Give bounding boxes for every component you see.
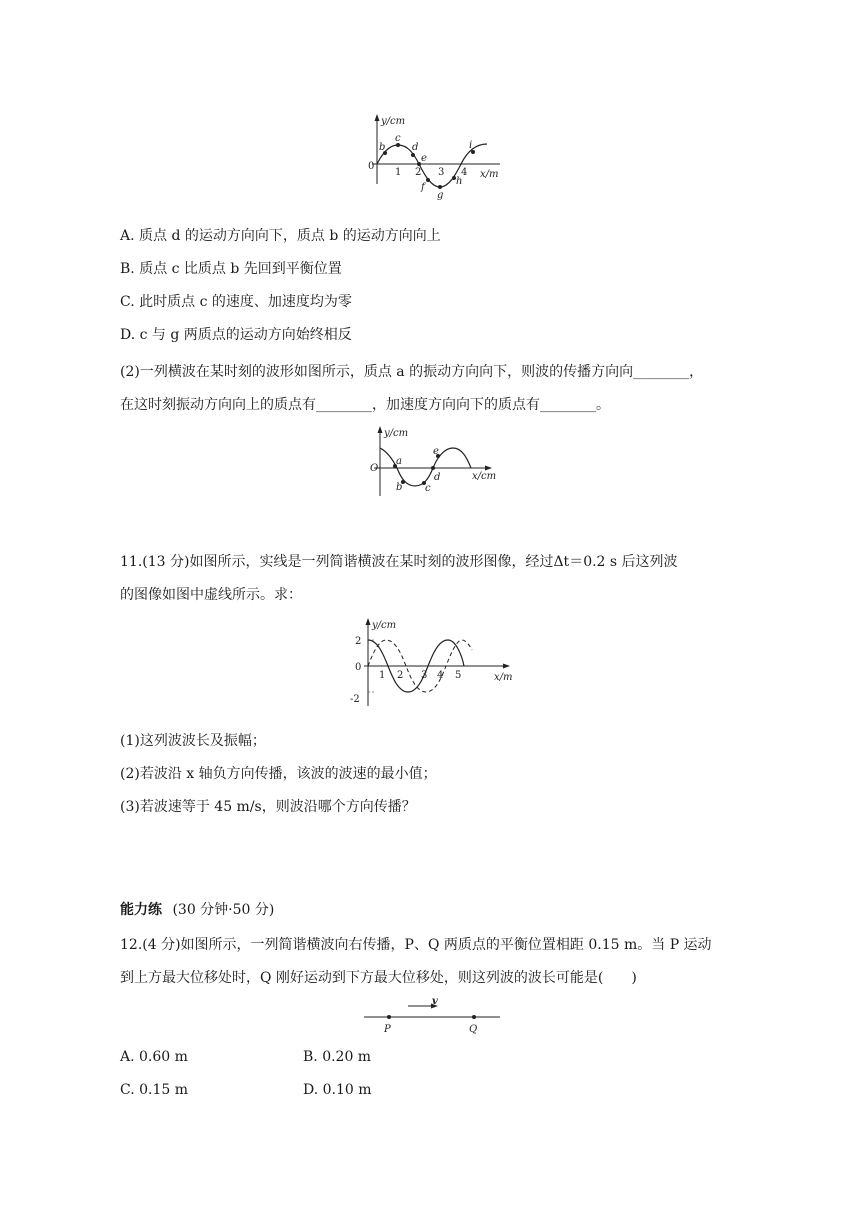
q10-part2-line2: 在这时刻振动方向向上的质点有________，加速度方向向下的质点有________。 [120, 397, 610, 413]
fig3-ytick-neg2: -2 [350, 694, 360, 705]
fig4-label-p: P [384, 1024, 391, 1035]
fig2-y-label: y/cm [384, 428, 409, 439]
q12-option-b: B. 0.20 m [303, 1049, 372, 1065]
fig4-velocity-label: v [432, 996, 438, 1007]
fig2-origin: O [370, 463, 379, 474]
fig1-origin: 0 [368, 161, 375, 172]
q10-part2-line1: (2)一列横波在某时刻的波形如图所示，质点 a 的振动方向向下，则波的传播方向向________， [120, 364, 704, 380]
fig2-x-label: x/cm [472, 471, 497, 482]
fig4-point-q [472, 1015, 476, 1019]
fig1-label-e: e [421, 153, 427, 164]
section-title: 能力练 [120, 902, 162, 918]
fig3-xtick-5: 5 [455, 670, 462, 681]
fig1-label-f: f [421, 182, 425, 193]
fig1-tick-2: 2 [415, 167, 422, 178]
fig1-x-label: x/m [480, 169, 499, 180]
wave-figure-1 [360, 112, 510, 204]
fig3-xtick-3: 3 [421, 670, 428, 681]
fig3-x-label: x/m [494, 672, 513, 683]
q12-row2 [120, 1080, 188, 1100]
fig1-label-c: c [395, 133, 401, 144]
fig1-tick-4: 4 [461, 167, 468, 178]
fig2-label-d: d [434, 472, 441, 483]
fig1-label-b: b [379, 142, 386, 153]
fig2-label-a: a [396, 456, 402, 467]
fig1-label-h: h [456, 176, 463, 187]
fig1-point-g [438, 185, 442, 189]
q11-sub1: (1)这列波波长及振幅； [120, 733, 266, 749]
fig1-label-i: i [469, 140, 473, 151]
q12-row1 [120, 1047, 188, 1067]
section-meta: (30 分钟·50 分) [172, 902, 275, 918]
wave-figure-2 [366, 424, 506, 500]
q10-option-c: C. 此时质点 c 的速度、加速度均为零 [120, 294, 352, 310]
q10-option-d: D. c 与 g 两质点的运动方向始终相反 [120, 327, 352, 343]
fig1-label-g: g [437, 190, 444, 201]
fig4-point-p [387, 1015, 391, 1019]
q12-option-a: A. 0.60 m [120, 1049, 188, 1065]
section-heading [120, 900, 274, 920]
q11-sub3: (3)若波速等于 45 m/s，则波沿哪个方向传播？ [120, 799, 416, 815]
q12-line2: 到上方最大位移处时，Q 刚好运动到下方最大位移处，则这列波的波长可能是( ) [120, 970, 637, 986]
fig2-point-d [431, 466, 435, 470]
fig3-ytick-0: 0 [355, 662, 362, 673]
q12-line1: 12.(4 分)如图所示，一列简谐横波向右传播，P、Q 两质点的平衡位置相距 0.15 m。当 P 运动 [120, 937, 712, 953]
wave-figure-3 [346, 616, 516, 710]
q12-option-c: C. 0.15 m [120, 1082, 189, 1098]
q11-sub2: (2)若波沿 x 轴负方向传播，该波的波速的最小值； [120, 766, 437, 782]
fig1-tick-1: 1 [395, 167, 402, 178]
fig3-xtick-4: 4 [437, 670, 444, 681]
fig3-xtick-2: 2 [397, 670, 404, 681]
fig1-point-f [426, 178, 430, 182]
pq-figure [364, 994, 504, 1036]
q12-option-d: D. 0.10 m [303, 1082, 372, 1098]
fig2-label-c: c [425, 483, 431, 494]
fig3-xtick-1: 1 [379, 670, 386, 681]
q10-option-b: B. 质点 c 比质点 b 先回到平衡位置 [120, 261, 342, 277]
fig2-label-b: b [396, 482, 403, 493]
fig3-y-label: y/cm [372, 620, 397, 631]
fig1-tick-3: 3 [438, 167, 445, 178]
fig1-y-label: y/cm [381, 116, 406, 127]
fig4-label-q: Q [469, 1024, 478, 1035]
q11-line2: 的图像如图中虚线所示。求： [120, 587, 302, 603]
fig2-label-e: e [433, 446, 439, 457]
fig3-ytick-2: 2 [355, 636, 362, 647]
fig1-label-d: d [412, 142, 419, 153]
q11-line1: 11.(13 分)如图所示，实线是一列简谐横波在某时刻的波形图像，经过Δt＝0.2 s 后这列波 [120, 554, 678, 570]
q10-option-a: A. 质点 d 的运动方向向下，质点 b 的运动方向向上 [120, 228, 441, 244]
fig1-point-d [411, 153, 415, 157]
